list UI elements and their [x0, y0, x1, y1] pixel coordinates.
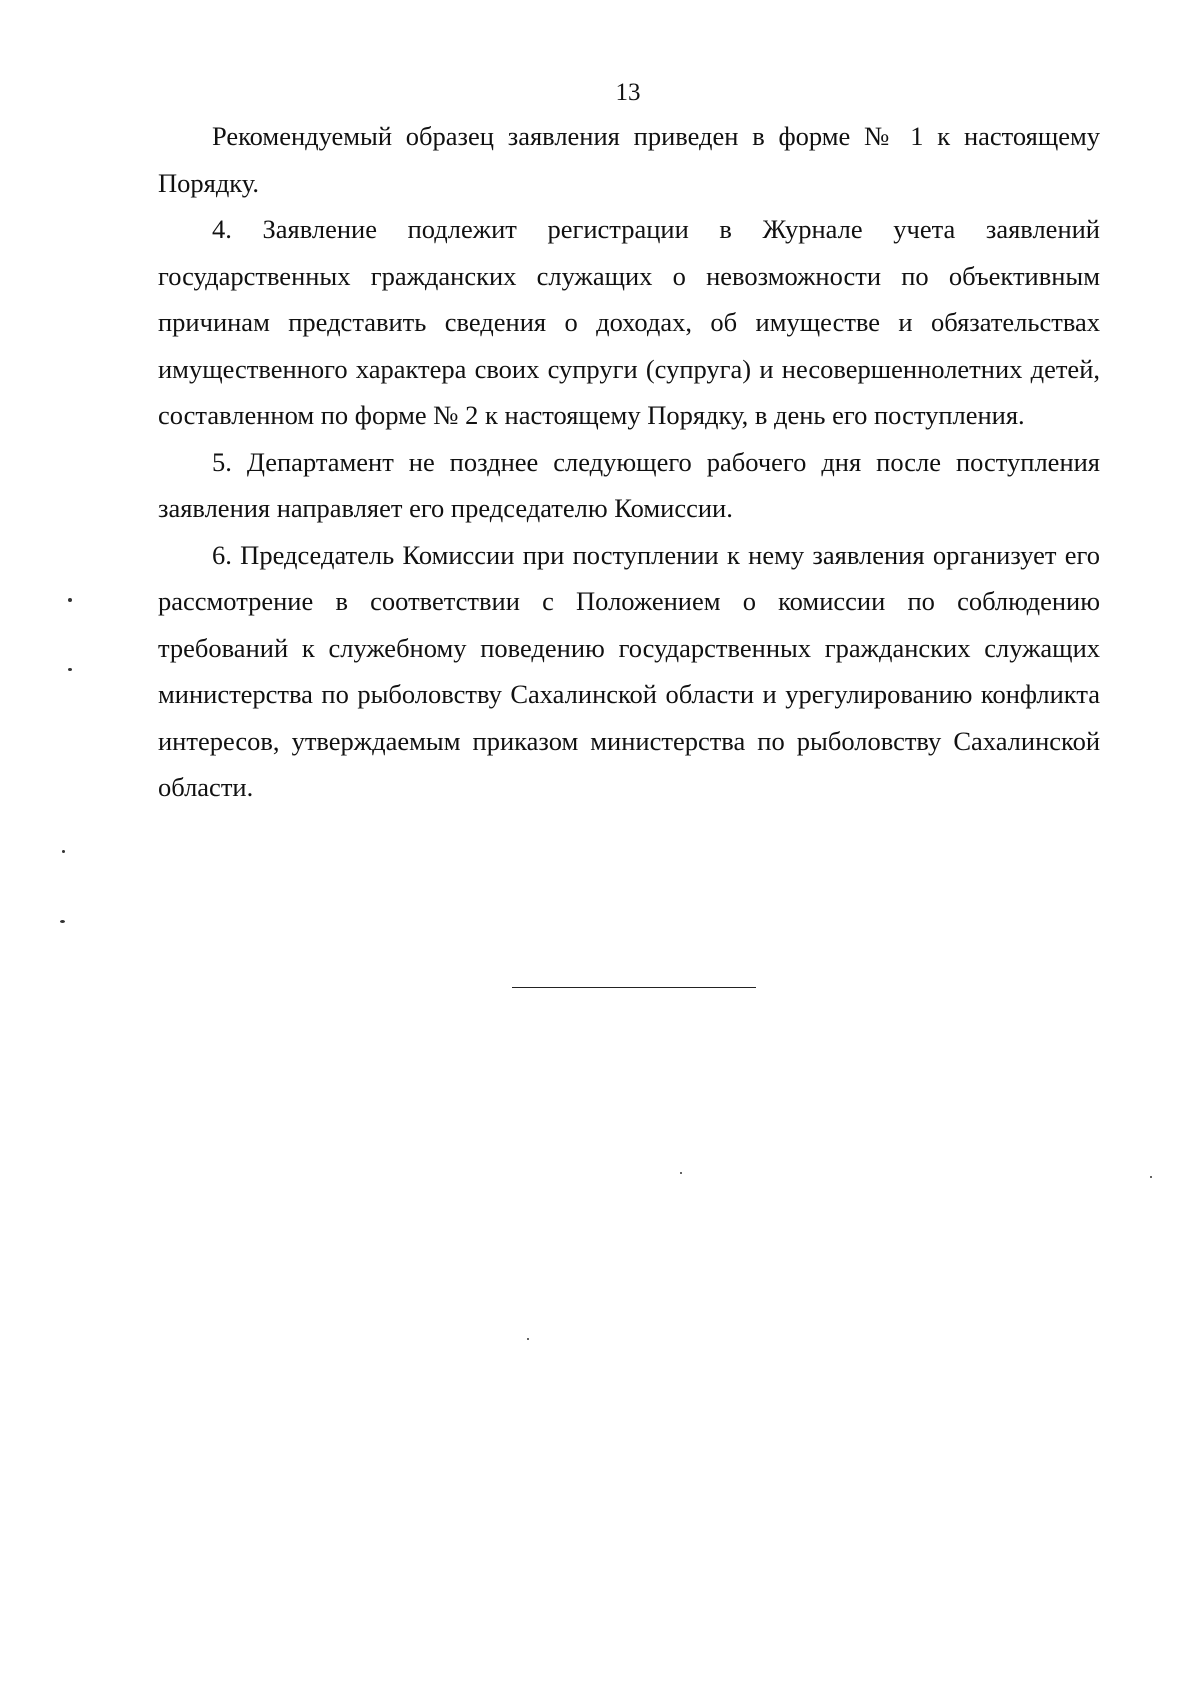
document-body: [158, 113, 1100, 811]
page-number: 13: [615, 79, 641, 106]
scan-speck: [60, 920, 65, 923]
scan-speck: [68, 668, 72, 671]
scan-speck: [68, 598, 72, 602]
paragraph-recommended-sample: Рекомендуемый образец заявления приведен в форме № 1 к настоящему Порядку.: [158, 121, 1100, 198]
paragraph-item-4: 4. Заявление подлежит регистрации в Журнале учета заявлений государственных гражданских служащих о невозможности по объективным причинам представить сведения о доходах, об имуществе и обязательствах имущественного характера своих супруги (супруга) и несовершеннолетних детей, составленном по форме № 2 к настоящему Порядку, в день его поступления.: [158, 214, 1100, 430]
scan-speck: [527, 1338, 529, 1340]
scan-speck: [1150, 1176, 1152, 1178]
scan-speck: [62, 850, 65, 853]
paragraph-item-6: 6. Председатель Комиссии при поступлении к нему заявления организует его рассмотрение в соответствии с Положением о комиссии по соблюдению требований к служебному поведению государственных гражданских служащих министерства по рыболовству Сахалинской области и урегулированию конфликта интересов, утверждаемым приказом министерства по рыболовству Сахалинской области.: [158, 539, 1100, 802]
scan-speck: [680, 1172, 682, 1174]
end-separator-line: [512, 987, 756, 988]
paragraph-item-5: 5. Департамент не позднее следующего рабочего дня после поступления заявления направляет его председателю Комиссии.: [158, 446, 1100, 523]
